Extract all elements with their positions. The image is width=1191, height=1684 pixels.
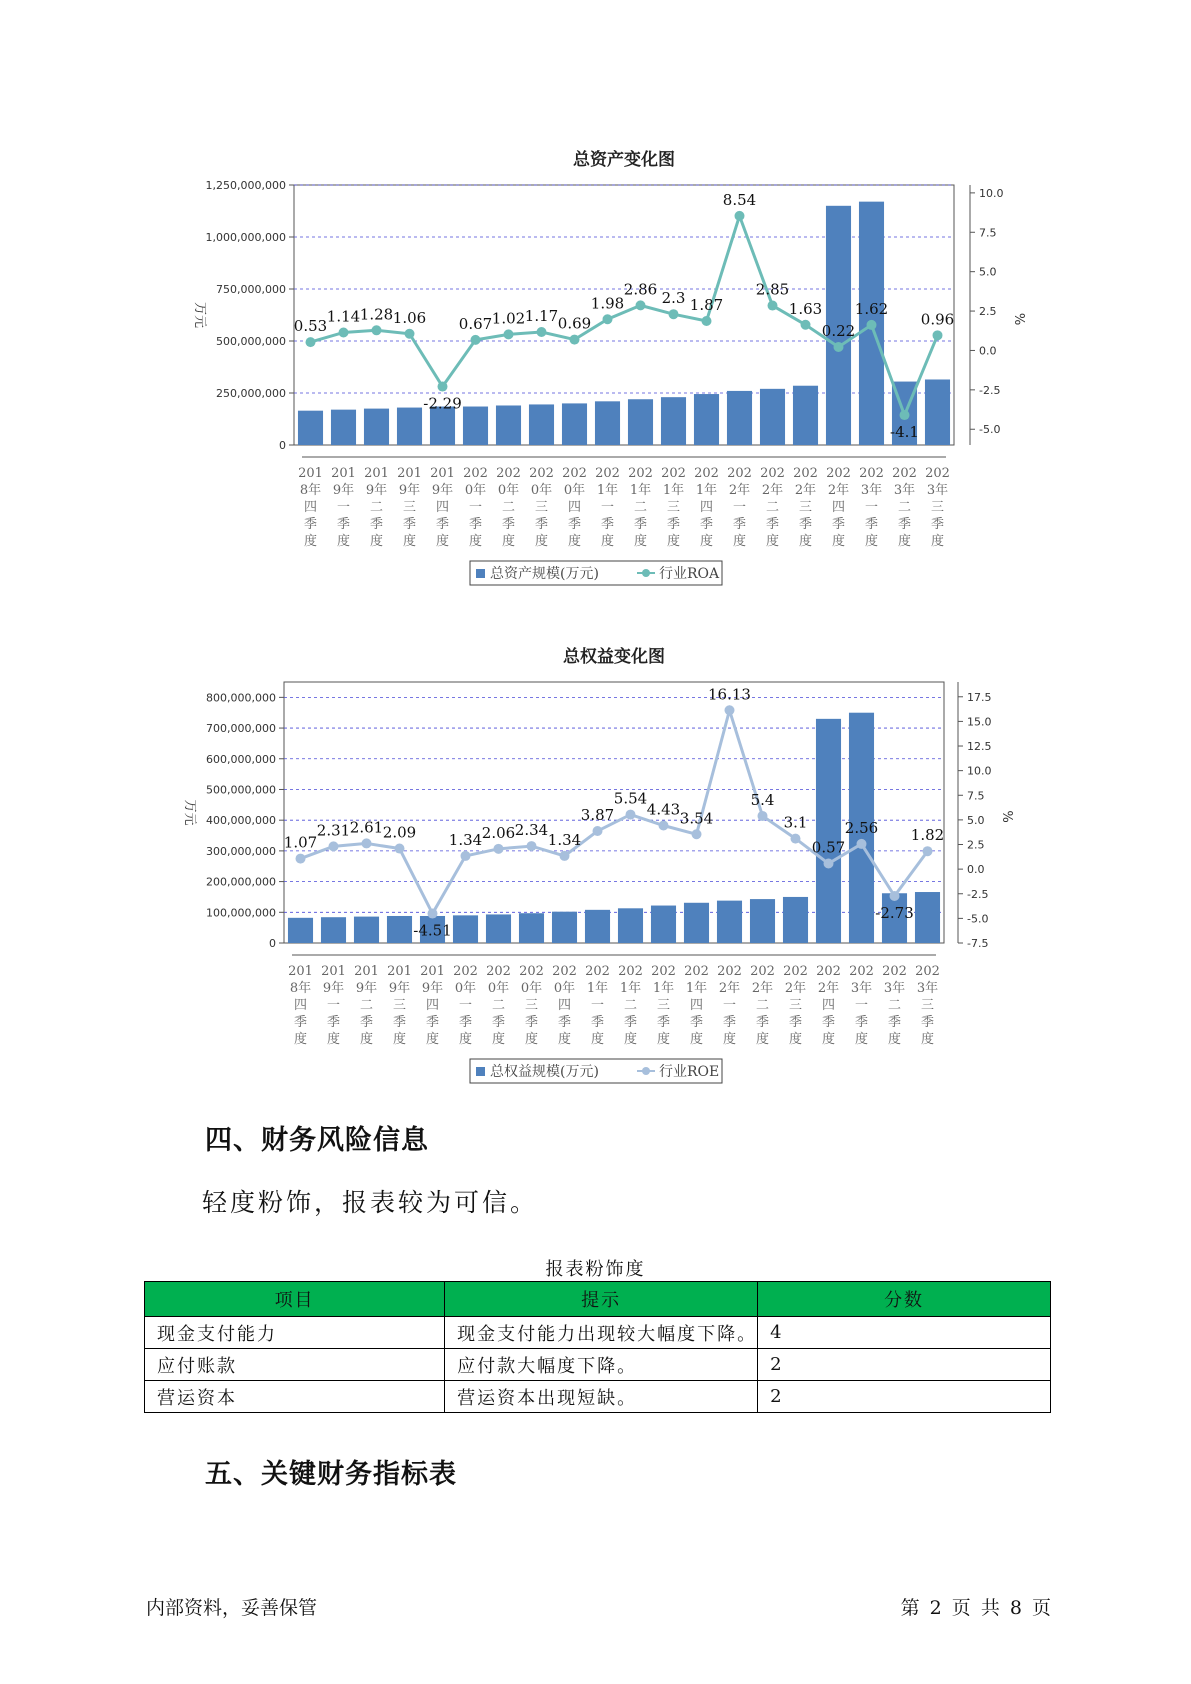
header-item: 项目	[145, 1282, 445, 1317]
bar	[727, 391, 752, 445]
right-axis-label: %	[1002, 810, 1017, 823]
data-label: 1.98	[590, 294, 625, 313]
line-point	[768, 301, 778, 311]
right-axis-tick-label: 5.0	[967, 813, 985, 827]
category-tick-label: 201 9年四季度	[430, 466, 455, 549]
table-row	[145, 1349, 1051, 1381]
line-point	[659, 821, 669, 831]
data-label: 16.13	[708, 685, 751, 704]
category-tick-label: 202 0年四季度	[552, 964, 577, 1047]
data-label: 1.28	[359, 305, 394, 324]
row-item: 现金支付能力	[145, 1317, 445, 1349]
category-tick-label: 202 1年三季度	[661, 466, 686, 549]
left-axis-tick-label: 250,000,000	[216, 387, 286, 400]
left-axis-tick-label: 0	[279, 439, 286, 452]
line-point	[428, 909, 438, 919]
left-axis-tick-label: 800,000,000	[206, 691, 276, 705]
line-point	[527, 841, 537, 851]
line-point	[669, 309, 679, 319]
data-label: 2.09	[382, 823, 417, 842]
right-axis-tick-label: 7.5	[967, 789, 985, 803]
category-tick-label: 201 9年一季度	[331, 466, 356, 549]
category-tick-label: 202 0年三季度	[519, 964, 544, 1047]
category-tick-label: 202 1年一季度	[585, 964, 610, 1047]
footer-page-number: 第 2 页 共 8 页	[900, 1597, 1051, 1619]
data-label: 2.85	[755, 280, 790, 299]
category-tick-label: 202 3年三季度	[925, 466, 950, 549]
risk-summary-text: 轻度粉饰，报表较为可信。	[202, 1188, 539, 1217]
data-label: 1.34	[448, 830, 483, 849]
legend-line-marker	[642, 1067, 650, 1075]
line-point	[933, 330, 943, 340]
category-tick-label: 202 1年一季度	[595, 466, 620, 549]
line-point	[395, 844, 405, 854]
category-tick-label: 202 3年三季度	[915, 964, 940, 1047]
table-caption: 报表粉饰度	[545, 1259, 646, 1280]
left-axis-tick-label: 1,000,000,000	[205, 231, 286, 244]
bar	[783, 897, 808, 943]
data-label: 2.3	[661, 289, 686, 308]
header-score: 分数	[758, 1282, 1051, 1317]
line-point	[461, 851, 471, 861]
line-point	[834, 342, 844, 352]
right-axis-tick-label: -2.5	[979, 383, 1001, 397]
section-heading-financial-risk: 四、财务风险信息	[205, 1125, 429, 1156]
row-item: 营运资本	[145, 1381, 445, 1413]
legend-line-label: 行业ROE	[659, 1064, 720, 1080]
right-axis-tick-label: 17.5	[967, 690, 992, 704]
left-axis-tick-label: 100,000,000	[206, 906, 276, 920]
bar	[562, 403, 587, 445]
legend-bar-swatch	[476, 1067, 485, 1076]
line-point	[702, 316, 712, 326]
bar	[298, 411, 323, 445]
data-label: 1.06	[392, 308, 427, 327]
right-axis-label: %	[1014, 312, 1029, 326]
footer-confidential-note: 内部资料，妥善保管	[146, 1597, 318, 1619]
data-label: 3.87	[580, 806, 615, 825]
bar	[354, 917, 379, 943]
right-axis-tick-label: 7.5	[979, 226, 997, 240]
row-hint: 现金支付能力出现较大幅度下降。	[445, 1317, 758, 1349]
line-point	[867, 320, 877, 330]
right-axis-tick-label: 10.0	[979, 186, 1004, 200]
category-tick-label: 201 9年四季度	[420, 964, 445, 1047]
line-point	[900, 410, 910, 420]
row-score: 2	[758, 1349, 1051, 1381]
category-tick-label: 202 3年一季度	[849, 964, 874, 1047]
left-axis-label: 万元	[192, 301, 207, 329]
line-point	[735, 211, 745, 221]
data-label: 2.34	[514, 821, 549, 840]
line-point	[339, 327, 349, 337]
right-axis-tick-label: -5.0	[967, 912, 989, 926]
line-point	[626, 810, 636, 820]
data-label: 0.22	[821, 321, 856, 340]
legend-line-label: 行业ROA	[659, 566, 720, 582]
row-score: 2	[758, 1381, 1051, 1413]
bar	[463, 407, 488, 445]
left-axis-tick-label: 200,000,000	[206, 875, 276, 889]
right-axis-tick-label: 10.0	[967, 764, 992, 778]
left-axis-label: 万元	[182, 799, 197, 826]
category-tick-label: 202 1年三季度	[651, 964, 676, 1047]
data-label: 1.14	[326, 307, 361, 326]
line-point	[306, 337, 316, 347]
data-label: 2.61	[349, 818, 384, 837]
category-tick-label: 201 9年二季度	[354, 964, 379, 1047]
data-label: -2.73	[875, 904, 914, 923]
line-point	[362, 838, 372, 848]
line-point	[801, 320, 811, 330]
chart-title: 总资产变化图	[573, 150, 675, 170]
data-label: 2.56	[844, 818, 879, 837]
category-tick-label: 202 2年一季度	[727, 466, 752, 549]
bar	[661, 397, 686, 445]
left-axis-tick-label: 750,000,000	[216, 283, 286, 296]
category-tick-label: 202 0年四季度	[562, 466, 587, 549]
line-point	[791, 834, 801, 844]
data-label: 1.34	[547, 830, 582, 849]
bar	[628, 399, 653, 445]
line-point	[758, 811, 768, 821]
category-tick-label: 202 2年二季度	[760, 466, 785, 549]
data-label: 0.69	[557, 314, 592, 333]
line-point	[329, 841, 339, 851]
data-label: 2.31	[316, 821, 351, 840]
category-tick-label: 201 9年三季度	[387, 964, 412, 1047]
right-axis-tick-label: 2.5	[979, 305, 997, 319]
line-point	[603, 314, 613, 324]
header-hint: 提示	[445, 1282, 758, 1317]
data-label: 1.07	[283, 833, 318, 852]
right-axis-tick-label: 0.0	[979, 344, 997, 358]
data-label: 0.53	[293, 317, 328, 336]
total-assets-chart	[0, 130, 1191, 590]
row-hint: 营运资本出现短缺。	[445, 1381, 758, 1413]
section-heading-key-indicators: 五、关键财务指标表	[205, 1459, 457, 1490]
row-score: 4	[758, 1317, 1051, 1349]
bar	[364, 409, 389, 445]
line-point	[405, 329, 415, 339]
legend-bar-label: 总权益规模(万元)	[490, 1064, 599, 1080]
table-row	[145, 1317, 1051, 1349]
data-label: -2.29	[423, 394, 462, 413]
category-tick-label: 202 1年四季度	[694, 466, 719, 549]
bar	[585, 910, 610, 943]
data-label: 0.67	[458, 314, 493, 333]
line-point	[692, 829, 702, 839]
data-label: 1.87	[689, 295, 724, 314]
data-label: -4.51	[413, 921, 452, 940]
window-dressing-table	[144, 1281, 1051, 1413]
category-tick-label: 202 1年四季度	[684, 964, 709, 1047]
line-point	[296, 854, 306, 864]
line-point	[494, 844, 504, 854]
right-axis-tick-label: 0.0	[967, 863, 985, 877]
total-assets-chart-svg	[0, 130, 1191, 590]
bar	[288, 918, 313, 943]
left-axis-tick-label: 0	[269, 937, 276, 950]
bar	[595, 401, 620, 445]
category-tick-label: 202 2年四季度	[816, 964, 841, 1047]
category-tick-label: 201 8年四季度	[288, 964, 313, 1047]
data-label: 0.96	[920, 310, 955, 329]
data-label: 3.54	[679, 809, 714, 828]
bar	[694, 394, 719, 445]
row-item: 应付账款	[145, 1349, 445, 1381]
category-tick-label: 201 8年四季度	[298, 466, 323, 549]
category-tick-label: 202 0年一季度	[453, 964, 478, 1047]
bar	[397, 408, 422, 445]
data-label: 8.54	[722, 190, 757, 209]
left-axis-tick-label: 700,000,000	[206, 722, 276, 736]
data-label: 1.62	[854, 299, 889, 318]
data-label: 1.02	[491, 309, 526, 328]
bar	[925, 379, 950, 445]
category-tick-label: 202 2年三季度	[783, 964, 808, 1047]
data-label: 3.1	[783, 813, 808, 832]
data-label: 2.86	[623, 280, 658, 299]
row-hint: 应付款大幅度下降。	[445, 1349, 758, 1381]
line-point	[725, 705, 735, 715]
line-point	[636, 300, 646, 310]
data-label: 4.43	[646, 800, 681, 819]
category-tick-label: 202 2年一季度	[717, 964, 742, 1047]
right-axis-tick-label: -2.5	[967, 887, 989, 901]
data-label: 1.82	[910, 826, 945, 845]
left-axis-tick-label: 600,000,000	[206, 752, 276, 766]
total-equity-chart-svg	[0, 630, 1191, 1090]
category-tick-label: 202 0年二季度	[496, 466, 521, 549]
bar	[496, 405, 521, 445]
legend-line-marker	[642, 569, 650, 577]
bar	[915, 892, 940, 943]
data-label: 2.06	[481, 823, 516, 842]
line-point	[570, 335, 580, 345]
bar	[529, 404, 554, 445]
bar	[552, 912, 577, 943]
category-tick-label: 202 2年二季度	[750, 964, 775, 1047]
left-axis-tick-label: 500,000,000	[216, 335, 286, 348]
line-point	[890, 891, 900, 901]
category-tick-label: 201 9年二季度	[364, 466, 389, 549]
category-tick-label: 202 3年一季度	[859, 466, 884, 549]
line-point	[537, 327, 547, 337]
category-tick-label: 202 0年一季度	[463, 466, 488, 549]
bar	[618, 908, 643, 943]
legend-bar-label: 总资产规模(万元)	[490, 566, 599, 582]
data-label: 1.17	[524, 307, 559, 326]
category-tick-label: 202 0年三季度	[529, 466, 554, 549]
right-axis-tick-label: 5.0	[979, 265, 997, 279]
category-tick-label: 202 3年二季度	[892, 466, 917, 549]
line-point	[560, 851, 570, 861]
line-point	[438, 382, 448, 392]
right-axis-tick-label: -7.5	[967, 937, 989, 950]
bar	[519, 913, 544, 943]
line-point	[824, 859, 834, 869]
bar	[387, 916, 412, 943]
right-axis-tick-label: 15.0	[967, 715, 992, 729]
line-point	[471, 335, 481, 345]
bar	[321, 917, 346, 943]
category-tick-label: 202 2年四季度	[826, 466, 851, 549]
bar	[750, 899, 775, 943]
bar	[717, 901, 742, 943]
data-label: -4.1	[890, 423, 919, 442]
table-header-row	[145, 1282, 1051, 1317]
data-label: 5.4	[750, 790, 775, 809]
category-tick-label: 202 2年三季度	[793, 466, 818, 549]
line-point	[372, 325, 382, 335]
category-tick-label: 202 3年二季度	[882, 964, 907, 1047]
left-axis-tick-label: 300,000,000	[206, 844, 276, 858]
bar	[816, 719, 841, 943]
category-tick-label: 202 0年二季度	[486, 964, 511, 1047]
data-label: 1.63	[788, 299, 823, 318]
bar	[651, 906, 676, 943]
category-tick-label: 202 1年二季度	[628, 466, 653, 549]
bar	[486, 914, 511, 943]
bar	[793, 386, 818, 445]
line-point	[923, 846, 933, 856]
category-tick-label: 201 9年一季度	[321, 964, 346, 1047]
bar	[760, 389, 785, 445]
category-tick-label: 202 1年二季度	[618, 964, 643, 1047]
left-axis-tick-label: 400,000,000	[206, 814, 276, 828]
bar	[684, 903, 709, 943]
chart-title: 总权益变化图	[563, 647, 665, 667]
category-tick-label: 201 9年三季度	[397, 466, 422, 549]
line-point	[504, 329, 514, 339]
right-axis-tick-label: -5.0	[979, 423, 1001, 437]
bar	[331, 410, 356, 445]
left-axis-tick-label: 1,250,000,000	[205, 179, 286, 192]
line-point	[593, 826, 603, 836]
table-row	[145, 1381, 1051, 1413]
line-point	[857, 839, 867, 849]
data-label: 5.54	[613, 789, 648, 808]
data-label: 0.57	[811, 838, 846, 857]
legend-bar-swatch	[476, 569, 485, 578]
right-axis-tick-label: 12.5	[967, 740, 992, 754]
total-equity-chart	[0, 630, 1191, 1090]
right-axis-tick-label: 2.5	[967, 838, 985, 852]
bar	[453, 915, 478, 943]
left-axis-tick-label: 500,000,000	[206, 783, 276, 797]
